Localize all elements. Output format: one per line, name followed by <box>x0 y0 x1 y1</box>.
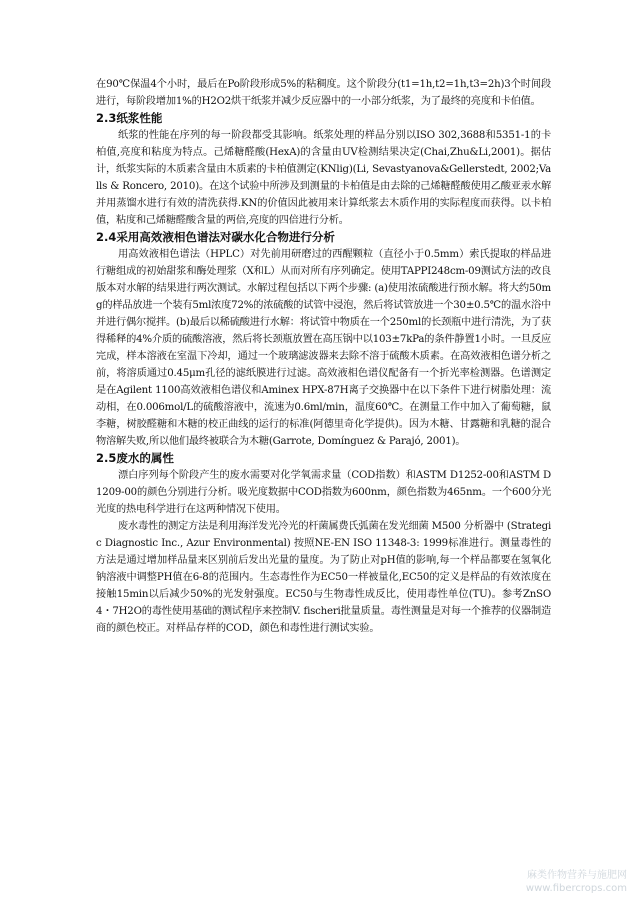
section-heading-pulp-properties: 2.3纸浆性能 <box>96 111 163 125</box>
watermark-site-name: 麻类作物营养与施肥网 <box>527 870 627 881</box>
document-page <box>96 76 551 637</box>
watermark-site-url: www.fibercrops.com <box>525 883 627 894</box>
section-heading-wastewater-properties: 2.5废水的属性 <box>96 451 174 465</box>
hplc-analysis-paragraph: 用高效液相色谱法（HPLC）对先前用研磨过的西醒颗粒（直径小于0.5mm）索氏提取的样品进行糖组成的初始甜浆和酶处理浆（X和L）从而对所有序列确定。使用TAPPI248cm-09测试方法的改良版本对水解的结果进行两次测试。水解过程包括以下两个步骤: (a)使用浓硫酸进行预水解。将大约50mg的样品放进一个装有5ml浓度72%的浓硫酸的试管中浸泡，然后将试管放进一个30±0.5℃的温水浴中并进行偶尔搅拌。(b)最后以稀硫酸进行水解：将试管中物质在一个250ml的长颈瓶中进行清洗，为了获得稀释的4%介质的硫酸溶液，然后将长颈瓶放置在高压锅中以103±7kPa的条件静置1小时。一旦反应完成，样本溶液在室温下冷却，通过一个玻璃滤波器来去除不溶于硫酸木质素。在高效液相色谱分析之前，将溶质通过0.45μm孔径的滤纸膜进行过滤。高效液相色谱仪配备有一个折光率检测器。色谱测定是在Agilent 1100高效液相色谱仪和Aminex HPX-87H离子交换器中在以下条件下进行树脂处理：流动相，在0.006mol/L的硫酸溶液中，流速为0.6ml/min，温度60℃。在测量工作中加入了葡萄糖，鼠李糖，树胶醛糖和木糖的校正曲线的运行的标准(阿德里奇化学提供)。因为木糖、甘露糖和乳糖的混合物溶解失败,所以他们最终被联合为木糖(Garrote, Domínguez & Parajó, 2001)。 <box>96 249 551 447</box>
section-heading-hplc-analysis: 2.4采用高效液相色谱法对碳水化合物进行分析 <box>96 230 335 244</box>
pulp-properties-paragraph: 纸浆的性能在序列的每一阶段都受其影响。纸浆处理的样品分别以ISO 302,3688和5351-1的卡柏值,亮度和粘度为特点。己烯糖醛酸(HexA)的含量由UV检测结果决定(Chai,Zhu&Li,2001)。据估计，纸浆实际的木质素含量由木质素的卡柏值测定(KNlig)(Li, Sevastyanova&Gellerstedt, 2002;Valls & Roncero, 2010)。在这个试验中所涉及到测量的卡柏值是由去除的己烯糖醛酸使用乙酸亚汞水解并用蒸馏水进行有效的清洗获得.KN的价值因此被用来计算纸浆去木质作用的实际程度而获得。以卡柏值，粘度和己烯糖醛酸含量的两倍,亮度的四倍进行分析。 <box>96 130 551 226</box>
wastewater-cod-paragraph: 漂白序列每个阶段产生的废水需要对化学氧需求量（COD指数）和ASTM D1252-00和ASTM D1209-00的颜色分别进行分析。吸光度数据中COD指数为600nm，颜色指数为465nm。一个600分光光度的热电科学进行在这两种情况下使用。 <box>96 470 551 515</box>
site-watermark <box>526 869 627 895</box>
wastewater-toxicity-paragraph: 废水毒性的测定方法是利用海洋发光冷光的杆菌属费氏弧菌在发光细菌 M500 分析器中 (Strategic Diagnostic Inc., Azur Environmental) 按照NE-EN ISO 11348-3: 1999标准进行。测量毒性的方法是通过增加样品量来区别前后发出光量的量度。为了防止对pH值的影响,每一个样品都要在氢氧化钠溶液中调整PH值在6-8的范围内。生态毒性作为EC50一样被量化,EC50的定义是样品的有效浓度在接触15min以后减少50%的光发射强度。EC50与生物毒性成反比，使用毒性单位(TU)。参考ZnSO4・7H2O的毒性使用基础的测试程序来控制V. fischeri批量质量。毒性测量是对每一个推荐的仪器制造商的颜色校正。对样品存样的COD，颜色和毒性进行测试实验。 <box>96 521 551 634</box>
intro-paragraph: 在90℃保温4个小时，最后在Po阶段形成5%的粘稠度。这个阶段分(t1=1h,t2=1h,t3=2h)3个时间段进行，每阶段增加1%的H2O2烘干纸浆并减少反应器中的一小部分纸浆，为了最终的亮度和卡伯值。 <box>96 79 551 107</box>
